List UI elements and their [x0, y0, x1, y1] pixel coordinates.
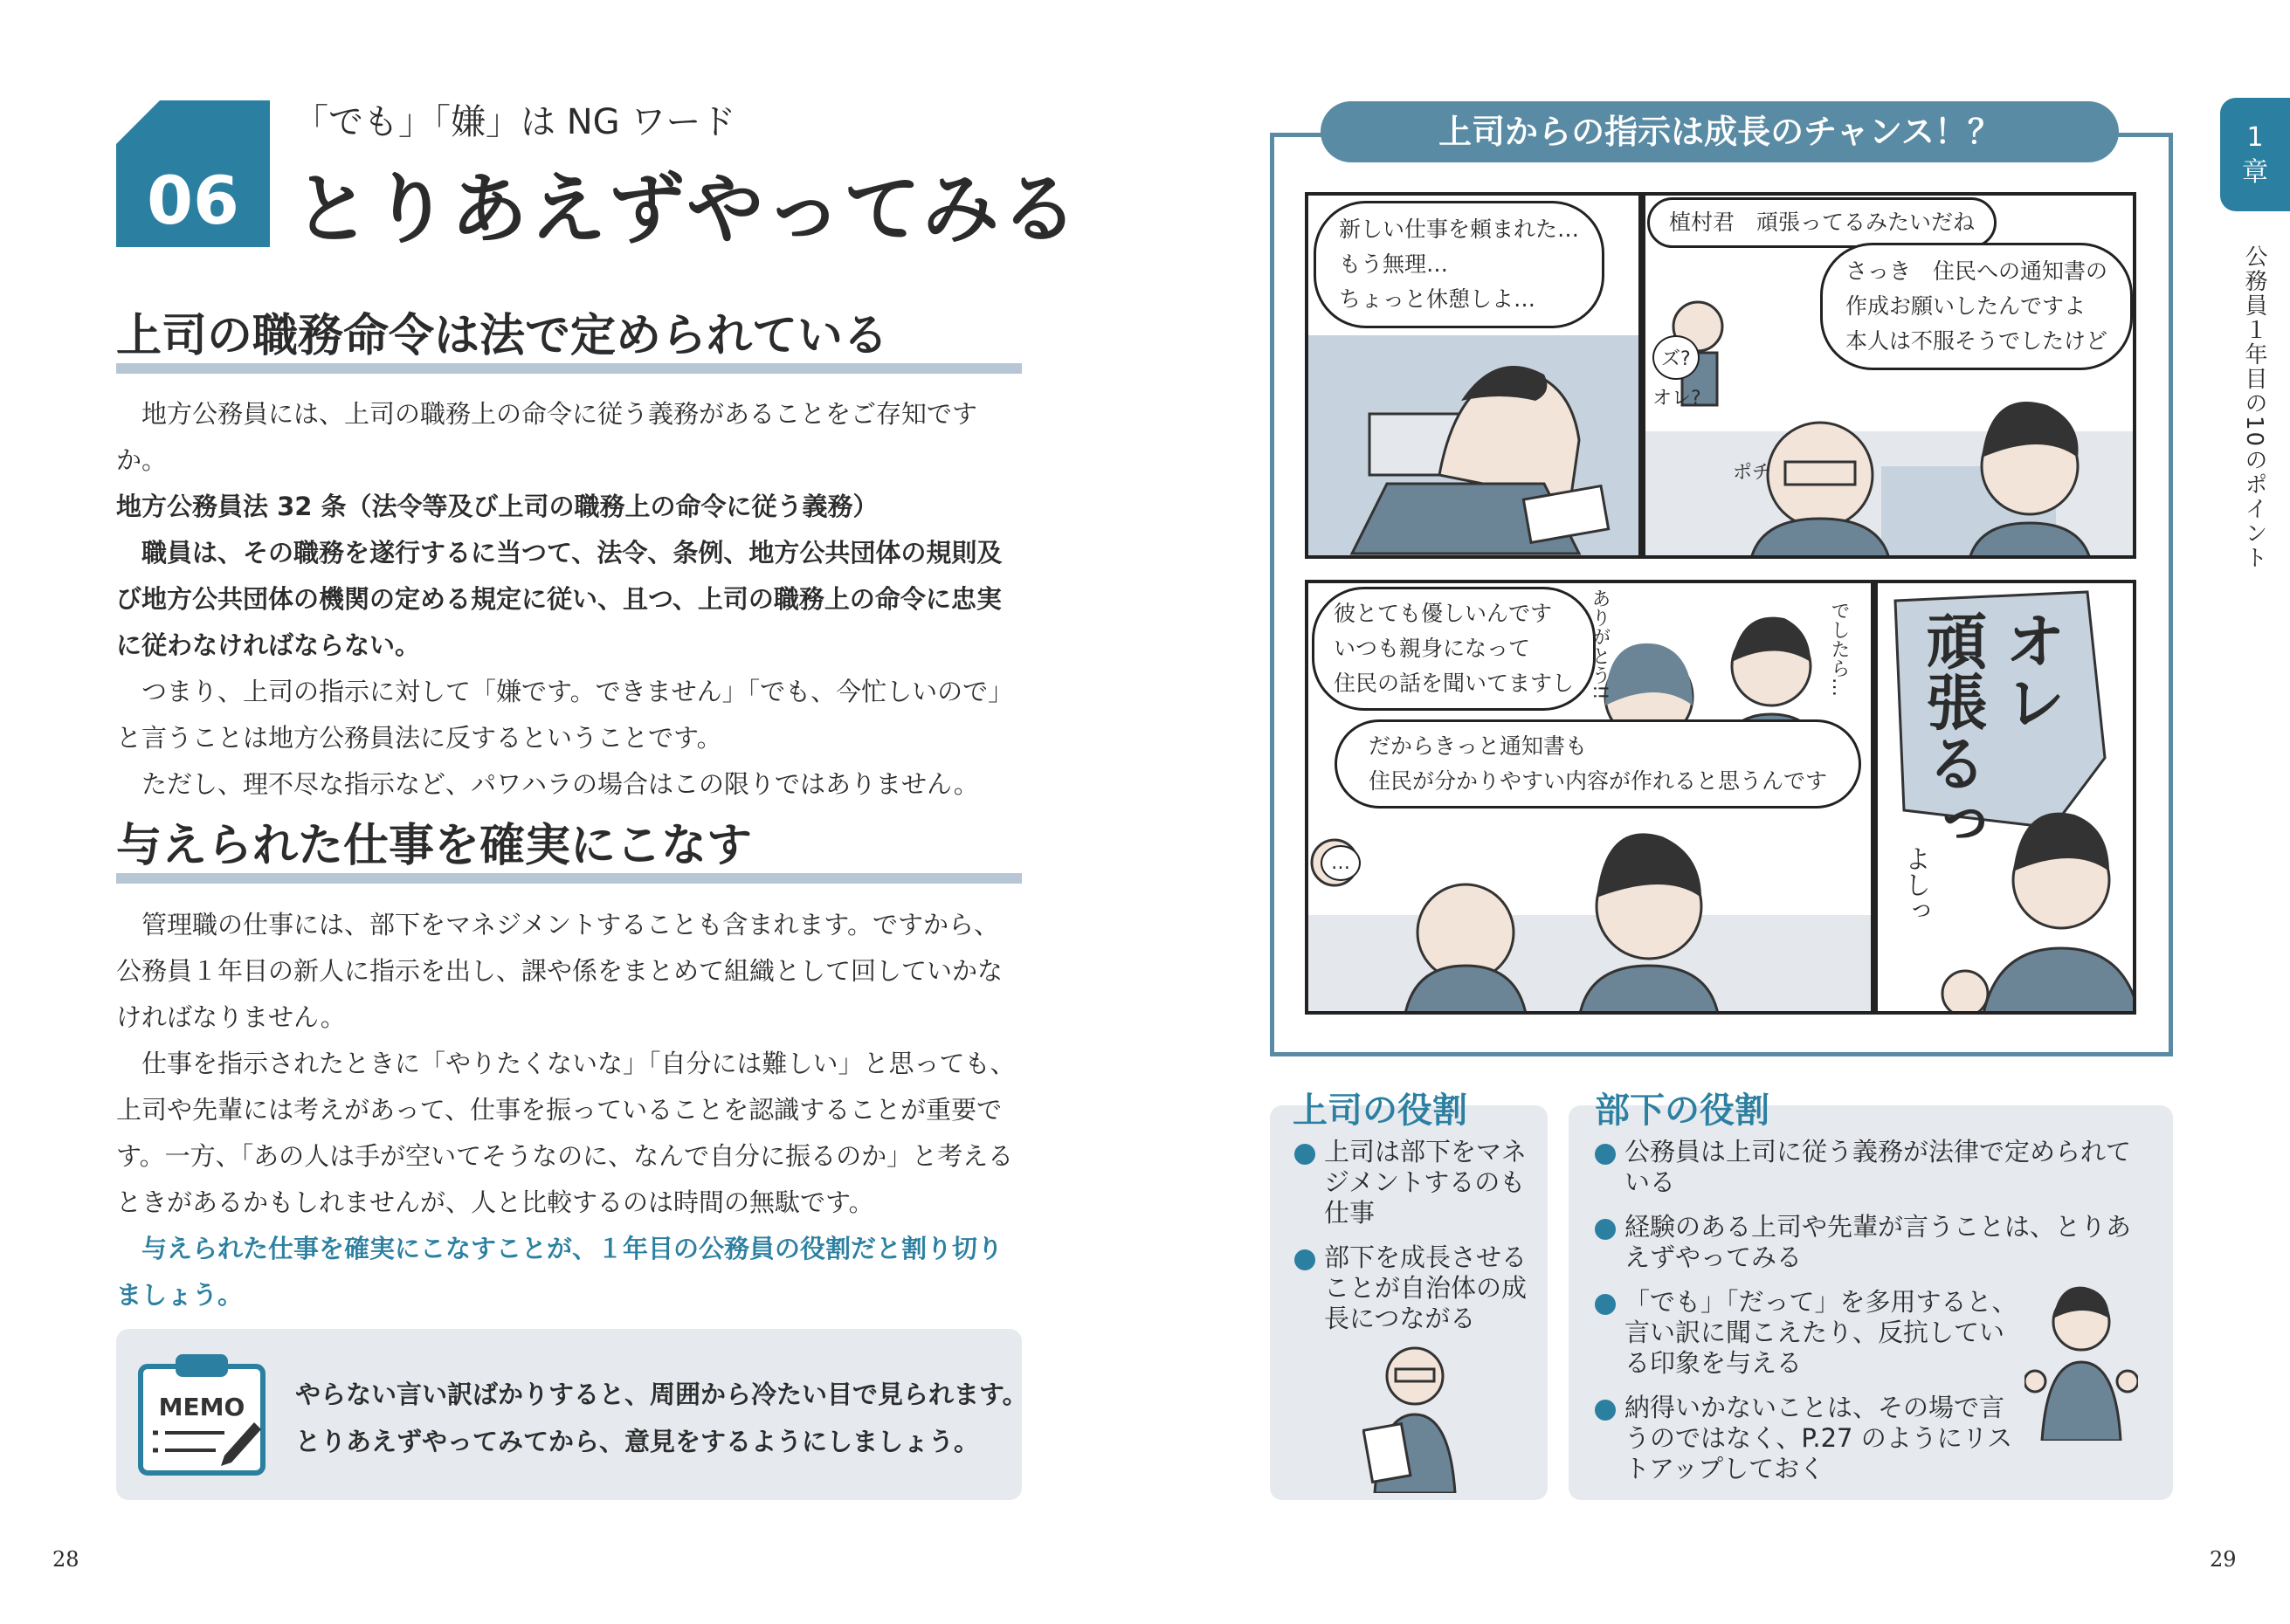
dialogue-line: もう無理… — [1339, 251, 1449, 277]
dialogue-line: 新しい仕事を頼まれた… — [1339, 217, 1580, 242]
dialogue-line: 住民の話を聞いてますし — [1334, 671, 1575, 696]
subordinate-role-heading: 部下の役割 — [1595, 1091, 1769, 1131]
page-number-left: 28 — [52, 1547, 79, 1572]
shout-line: オレ — [1995, 609, 2066, 732]
comic-panel-2 — [1642, 192, 2136, 559]
page-title: とりあえずやってみる — [293, 164, 1080, 254]
page-number-right: 29 — [2210, 1547, 2237, 1572]
key-message: 与えられた仕事を確実にこなすことが、１年目の公務員の役割だと割り切りましょう。 — [116, 1234, 1004, 1310]
list-item: 公務員は上司に従う義務が法律で定められている — [1595, 1137, 2136, 1198]
dialogue-line: 本人は不服そうでしたけど — [1845, 328, 2108, 354]
dialogue-line: ちょっと休憩しよ… — [1339, 286, 1536, 312]
paragraph: 仕事を指示されたときに「やりたくないな」「自分には難しい」と思っても、上司や先輩には考えがあって、仕事を振っていることを認識することが重要です。一方、「あの人は手が空いてそうなのに、なんで自分に振るのか」と考えるときがあるかもしれませんが、人と比較するのは時間の無駄です。 — [116, 1049, 1016, 1217]
comic-panel-4 — [1874, 580, 2136, 1015]
paragraph: ただし、理不尽な指示など、パワハラの場合はこの限りではありません。 — [141, 769, 979, 799]
chapter-suffix: 章 — [2242, 157, 2268, 188]
page-subtitle: 「でも」「嫌」は NG ワード — [293, 102, 736, 142]
sfx-text: ズ? — [1652, 335, 1700, 380]
sfx-text: よしっ — [1900, 845, 1930, 924]
section2-body — [116, 902, 1022, 1318]
sfx-text: でしたら… — [1828, 601, 1850, 697]
speech-bubble — [1335, 719, 1861, 809]
paragraph: つまり、上司の指示に対して「嫌です。できません」「でも、今忙しいので」と言うことは地方公務員法に反するということです。 — [116, 677, 1014, 753]
dialogue-line: 作成お願いしたんですよ — [1845, 293, 2087, 319]
dialogue-line: だからきっと通知書も — [1369, 733, 1588, 759]
section-number: 06 — [147, 162, 239, 239]
bullet-icon — [1294, 1249, 1315, 1270]
memo-text — [295, 1371, 1028, 1465]
bullet-icon — [1294, 1144, 1315, 1165]
chapter-number: 1 — [2246, 122, 2264, 153]
memo-line: やらない言い訳ばかりすると、周囲から冷たい目で見られます。 — [295, 1380, 1028, 1409]
speech-bubble — [1314, 201, 1604, 328]
boss-reading-illustration — [1362, 1339, 1467, 1493]
dialogue-line: 住民が分かりやすい内容が作れると思うんです — [1369, 768, 1828, 794]
memo-line: とりあえずやってみてから、意見をするようにしましょう。 — [295, 1427, 980, 1456]
bullet-icon — [1595, 1400, 1616, 1421]
bullet-icon — [1595, 1219, 1616, 1240]
sfx-text: オレ? — [1652, 388, 1701, 409]
boss-role-list — [1294, 1137, 1530, 1348]
law-title: 地方公務員法 32 条（法令等及び上司の職務上の命令に従う義務） — [116, 492, 879, 521]
list-item: 部下を成長させることが自治体の成長につながる — [1294, 1242, 1530, 1334]
speech-bubble — [1312, 587, 1596, 711]
shout-line: 頑張るっ — [1916, 609, 1988, 854]
list-item: 経験のある上司や先輩が言うことは、とりあえずやってみる — [1595, 1212, 2136, 1273]
dialogue-line: いつも親身になって — [1334, 636, 1531, 661]
comic-panel-3 — [1305, 580, 1874, 1015]
comic-title: 上司からの指示は成長のチャンス！？ — [1321, 101, 2119, 162]
paragraph: 地方公務員には、上司の職務上の命令に従う義務があることをご存知ですか。 — [116, 399, 978, 475]
sfx-text: ありがとう!! — [1589, 588, 1611, 700]
chapter-label — [2220, 120, 2290, 190]
section1-heading: 上司の職務命令は法で定められている — [116, 310, 889, 362]
list-item: 上司は部下をマネジメントするのも仕事 — [1294, 1137, 1530, 1228]
section1-body — [116, 391, 1022, 808]
list-item: 納得いかないことは、その場で言うのではなく、P.27 のようにリストアップしておく — [1595, 1393, 2026, 1484]
dialogue-line: さっき 住民への通知書の — [1845, 258, 2108, 284]
comic-panel-1 — [1305, 192, 1642, 559]
sfx-text: … — [1321, 845, 1361, 881]
subordinate-cheering-illustration — [2024, 1283, 2138, 1441]
speech-bubble: 植村君 頑張ってるみたいだね — [1647, 197, 1997, 248]
memo-clipboard-icon — [137, 1352, 266, 1476]
dialogue-line: 彼とても優しいんです — [1334, 601, 1553, 626]
memo-label: MEMO — [158, 1393, 245, 1421]
chapter-vertical-title: 公務員１年目の10のポイント — [2241, 244, 2267, 571]
list-item: 「でも」「だって」を多用すると、言い訳に聞こえたり、反抗している印象を与える — [1595, 1287, 2026, 1379]
section2-heading: 与えられた仕事を確実にこなす — [116, 820, 753, 872]
law-text: 職員は、その職務を遂行するに当つて、法令、条例、地方公共団体の規則及び地方公共団体の機関の定める規定に従い、且つ、上司の職務上の命令に忠実に従わなければならない。 — [116, 538, 1003, 660]
sfx-text: ポチ — [1733, 462, 1772, 484]
boss-role-heading: 上司の役割 — [1293, 1091, 1467, 1131]
bullet-icon — [1595, 1144, 1616, 1165]
section1-divider — [116, 363, 1022, 374]
section2-divider — [116, 873, 1022, 884]
speech-bubble — [1820, 243, 2133, 370]
bullet-icon — [1595, 1294, 1616, 1315]
paragraph: 管理職の仕事には、部下をマネジメントすることも含まれます。ですから、公務員１年目の新人に指示を出し、課や係をまとめて組織として回していかなければなりません。 — [116, 910, 1004, 1032]
shout-text — [1913, 609, 2070, 854]
